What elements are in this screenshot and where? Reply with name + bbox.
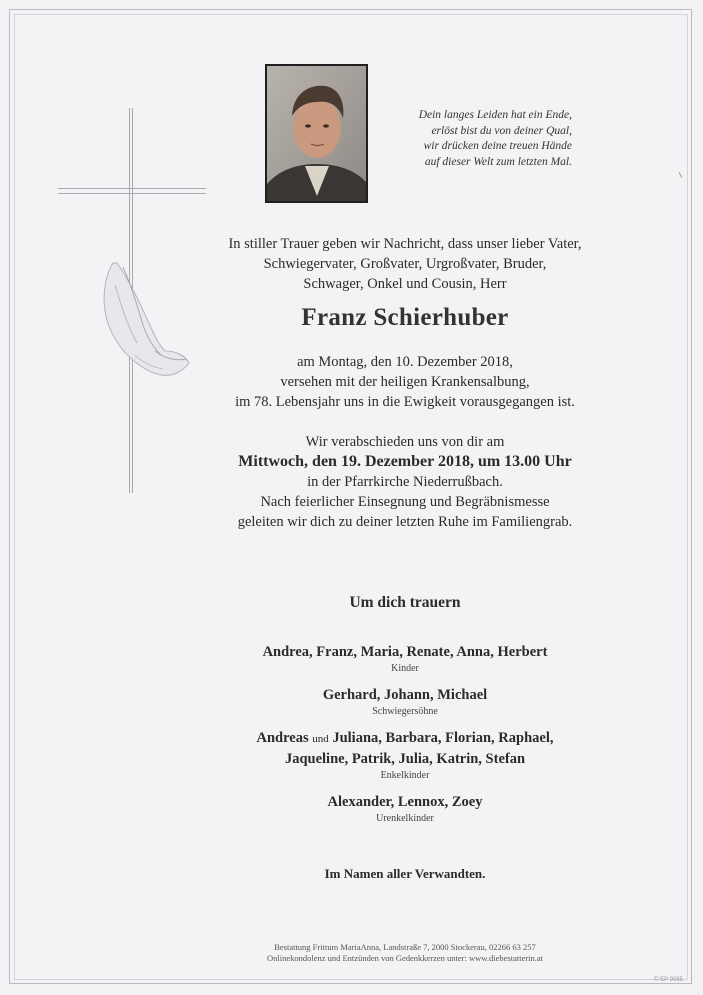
- footer-address: Bestattung Frittum MariaAnna, Landstraße 7, 2000 Stockerau, 02266 63 257: [274, 942, 536, 952]
- death-line: am Montag, den 10. Dezember 2018,: [297, 354, 513, 370]
- farewell-line: geleiten wir dich zu deiner letzten Ruhe im Familiengrab.: [237, 514, 573, 530]
- portrait-photo: [267, 66, 366, 201]
- mourner-role: Kinder: [391, 663, 419, 674]
- mourner-names: Alexander, Lennox, Zoey: [327, 794, 483, 810]
- poem-line: auf dieser Welt zum letzten Mal.: [424, 155, 572, 168]
- mourner-role: Urenkelkinder: [376, 813, 434, 824]
- grandchildren-rest: Juliana, Barbara, Florian, Raphael,: [332, 730, 554, 746]
- farewell-line: Wir verabschieden uns von dir am: [305, 434, 505, 450]
- funeral-details: [170, 432, 640, 532]
- cross-horizontal-bar: [58, 188, 206, 194]
- poem-line: erlöst bist du von deiner Qual,: [431, 124, 572, 137]
- conjunction: und: [312, 733, 329, 745]
- footer-website: Onlinekondolenz und Entzünden von Gedenkkerzen unter: www.diebestatterin.at: [266, 953, 544, 963]
- poem-line: wir drücken deine treuen Hände: [423, 140, 572, 152]
- death-line: im 78. Lebensjahr uns in die Ewigkeit vorausgegangen ist.: [235, 394, 575, 410]
- intro-line: Schwager, Onkel und Cousin, Herr: [303, 276, 507, 292]
- mourner-names: Andrea, Franz, Maria, Renate, Anna, Herbert: [262, 644, 548, 660]
- intro-line: In stiller Trauer geben wir Nachricht, dass unser lieber Vater,: [228, 236, 582, 252]
- mourner-names: Jaqueline, Patrik, Julia, Katrin, Stefan: [284, 751, 526, 767]
- announcement-intro: [170, 234, 640, 294]
- mourner-names: [170, 728, 640, 749]
- mourner-role: Enkelkinder: [380, 770, 430, 781]
- mourners-heading: Um dich trauern: [349, 594, 461, 611]
- mourner-names: Gerhard, Johann, Michael: [322, 687, 488, 703]
- funeral-location: in der Pfarrkirche Niederrußbach.: [307, 474, 503, 490]
- closing-line: Im Namen aller Verwandten.: [324, 866, 486, 881]
- mourner-group-great-grandchildren: [170, 792, 640, 825]
- deceased-name: Franz Schierhuber: [301, 304, 509, 331]
- portrait-photo-frame: [265, 64, 368, 203]
- mourner-group-grandchildren: [170, 728, 640, 782]
- death-details: [170, 352, 640, 412]
- print-code: © EP 9065: [654, 977, 683, 983]
- funeral-date: Mittwoch, den 19. Dezember 2018, um 13.00 Uhr: [238, 453, 572, 470]
- memorial-poem: [392, 108, 572, 170]
- mourner-group-sons-in-law: [170, 685, 640, 718]
- grandchild-first: Andreas: [256, 730, 309, 746]
- intro-line: Schwiegervater, Großvater, Urgroßvater, Bruder,: [263, 256, 547, 272]
- mourner-role: Schwiegersöhne: [372, 706, 438, 717]
- mourner-group-children: [170, 642, 640, 675]
- poem-line: Dein langes Leiden hat ein Ende,: [418, 109, 572, 121]
- farewell-line: Nach feierlicher Einsegnung und Begräbnismesse: [260, 494, 550, 510]
- mourners-list: [170, 642, 640, 835]
- funeral-home-footer: [170, 942, 640, 964]
- death-line: versehen mit der heiligen Krankensalbung,: [280, 374, 530, 390]
